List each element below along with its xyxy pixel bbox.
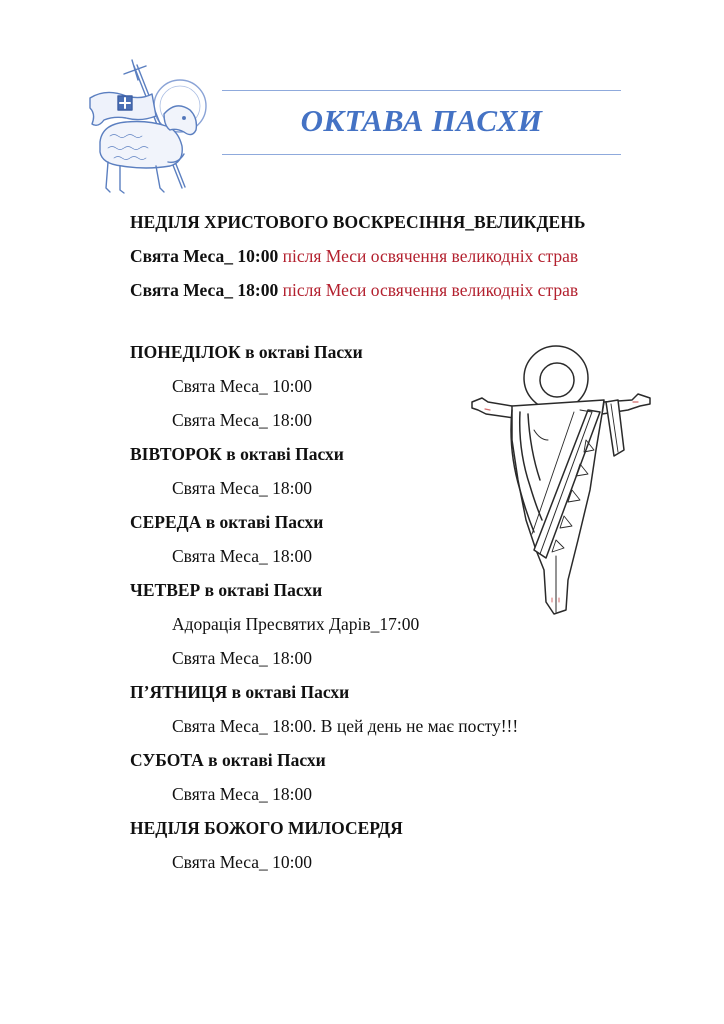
day-heading-monday: ПОНЕДІЛОК в октаві Пасхи xyxy=(130,342,363,362)
schedule-item: Свята Меса_ 18:00. В цей день не має посту!!! xyxy=(172,716,519,736)
schedule-item: Свята Меса_ 10:00 xyxy=(172,852,313,872)
easter-mass-row xyxy=(130,245,578,267)
day-heading-saturday: СУБОТА в октаві Пасхи xyxy=(130,750,326,770)
title-rule-bottom xyxy=(222,154,621,155)
schedule-item: Свята Меса_ 18:00 xyxy=(172,648,313,668)
risen-christ-icon xyxy=(468,340,658,620)
schedule-item: Свята Меса_ 18:00 xyxy=(172,410,313,430)
easter-mass-note: після Меси освячення великодніх страв xyxy=(282,246,579,266)
easter-mass-time: Свята Меса_ 10:00 xyxy=(130,246,279,266)
easter-mass-row xyxy=(130,279,578,301)
day-heading-thursday: ЧЕТВЕР в октаві Пасхи xyxy=(130,580,323,600)
schedule-item: Свята Меса_ 10:00 xyxy=(172,376,313,396)
title-rule-top xyxy=(222,90,621,91)
easter-mass-time: Свята Меса_ 18:00 xyxy=(130,280,279,300)
day-heading-tuesday: ВІВТОРОК в октаві Пасхи xyxy=(130,444,344,464)
easter-mass-note: після Меси освячення великодніх страв xyxy=(282,280,579,300)
schedule-item: Свята Меса_ 18:00 xyxy=(172,478,313,498)
page-title: ОКТАВА ПАСХИ xyxy=(300,103,543,138)
schedule-item: Адорація Пресвятих Дарів_17:00 xyxy=(172,614,420,634)
schedule-item: Свята Меса_ 18:00 xyxy=(172,784,313,804)
day-heading-friday: П’ЯТНИЦЯ в октаві Пасхи xyxy=(130,682,350,702)
day-heading-wednesday: СЕРЕДА в октаві Пасхи xyxy=(130,512,324,532)
easter-heading: НЕДІЛЯ ХРИСТОВОГО ВОСКРЕСІННЯ_ВЕЛИКДЕНЬ xyxy=(130,212,586,232)
day-heading-divine-mercy-sunday: НЕДІЛЯ БОЖОГО МИЛОСЕРДЯ xyxy=(130,818,403,838)
agnus-dei-lamb-icon xyxy=(86,58,214,198)
schedule-item: Свята Меса_ 18:00 xyxy=(172,546,313,566)
